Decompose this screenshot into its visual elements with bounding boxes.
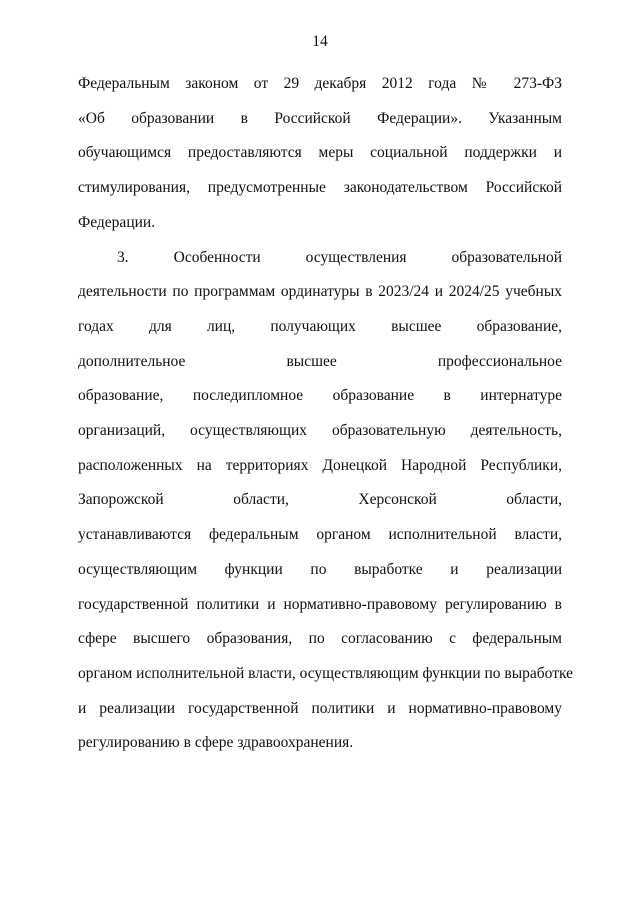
text-line: «Об образовании в Российской Федерации». Указанным	[78, 109, 562, 127]
text-line: Федеральным законом от 29 декабря 2012 года № 273-ФЗ	[78, 75, 562, 92]
text-line: дополнительное высшее профессиональное	[78, 352, 562, 370]
text-line: Запорожской области, Херсонской области,	[78, 491, 562, 509]
text-line: осуществляющим функции по выработке и реализации	[78, 560, 562, 578]
page-number: 14	[312, 33, 328, 50]
text-line: организаций, осуществляющих образовательную деятельность,	[78, 422, 562, 439]
text-line: обучающимся предоставляются меры социальной поддержки и	[78, 144, 562, 162]
text-line: органом исполнительной власти, осуществляющим функции по выработке	[78, 664, 574, 682]
text-line: Федерации.	[78, 213, 156, 231]
text-line: образование, последипломное образование в интернатуре	[78, 387, 562, 405]
text-line: и реализации государственной политики и нормативно-правовому	[78, 699, 562, 717]
text-line: 3. Особенности осуществления образовательной	[117, 248, 562, 266]
text-line: сфере высшего образования, по согласованию с федеральным	[78, 630, 562, 648]
text-line: деятельности по программам ординатуры в 2023/24 и 2024/25 учебных	[78, 283, 562, 301]
text-line: регулированию в сфере здравоохранения.	[78, 734, 354, 752]
text-line: расположенных на территориях Донецкой Народной Республики,	[78, 456, 562, 474]
text-line: устанавливаются федеральным органом исполнительной власти,	[78, 526, 562, 544]
text-line: стимулирования, предусмотренные законодательством Российской	[78, 179, 562, 197]
text-line: государственной политики и нормативно-правовому регулированию в	[78, 595, 562, 613]
text-line: годах для лиц, получающих высшее образование,	[78, 317, 562, 335]
